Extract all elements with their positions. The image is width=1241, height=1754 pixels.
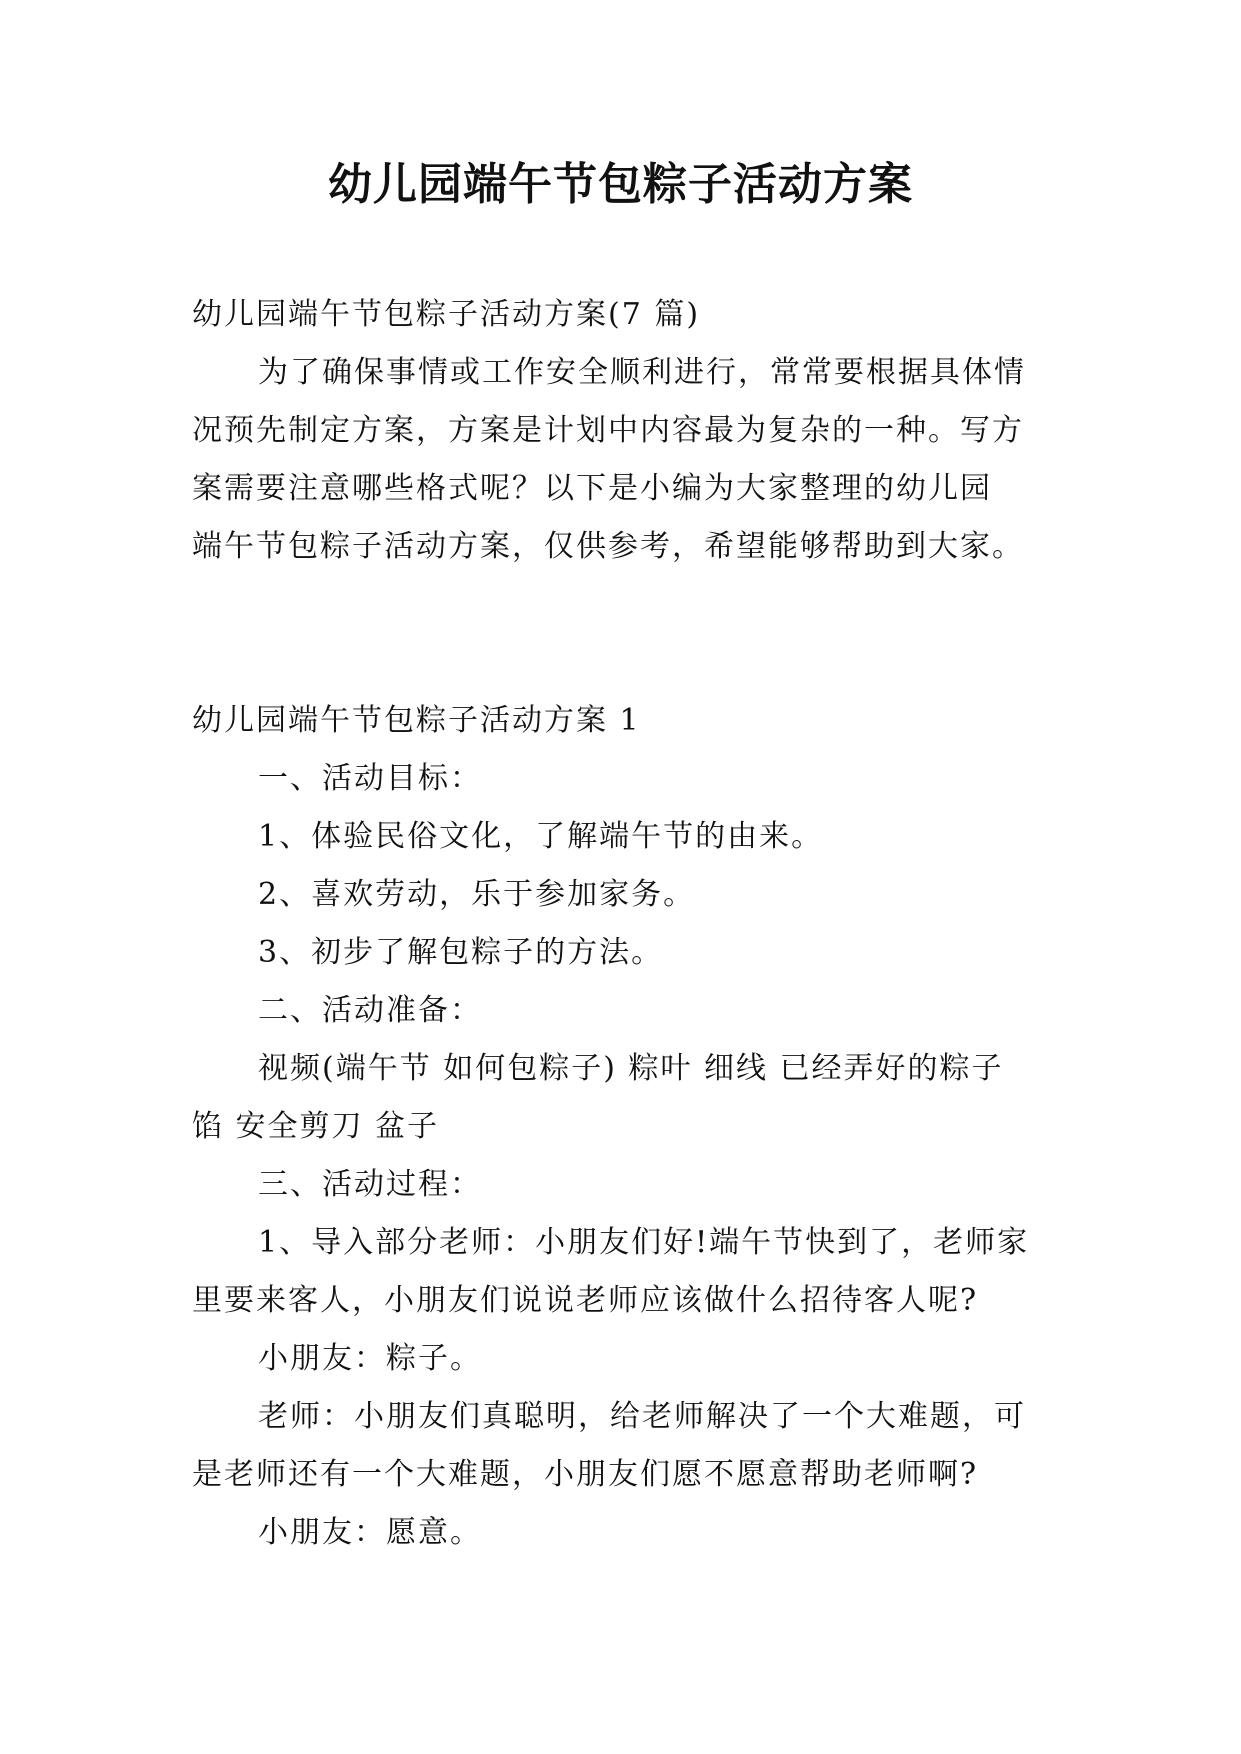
document-body <box>192 286 1072 1562</box>
prep-line: 视频(端午节 如何包粽子) 粽叶 细线 已经弄好的粽子 <box>258 1051 1004 1086</box>
process-line: 1、导入部分老师：小朋友们好!端午节快到了，老师家 <box>258 1225 1030 1260</box>
intro-line: 端午节包粽子活动方案，仅供参考，希望能够帮助到大家。 <box>192 529 1024 564</box>
intro-line: 况预先制定方案，方案是计划中内容最为复杂的一种。写方 <box>192 413 1024 448</box>
process-heading: 三、活动过程： <box>258 1167 482 1202</box>
goal-item: 3、初步了解包粽子的方法。 <box>258 935 664 970</box>
process-line: 老师：小朋友们真聪明，给老师解决了一个大难题，可 <box>258 1399 1026 1434</box>
document-subtitle: 幼儿园端午节包粽子活动方案(7 篇) <box>192 297 701 332</box>
goal-item: 2、喜欢劳动，乐于参加家务。 <box>258 877 696 912</box>
section-heading: 幼儿园端午节包粽子活动方案 1 <box>192 703 641 738</box>
process-line: 里要来客人，小朋友们说说老师应该做什么招待客人呢? <box>192 1283 979 1318</box>
section-spacer <box>192 576 1072 692</box>
process-line: 小朋友：愿意。 <box>258 1515 482 1550</box>
goal-item: 1、体验民俗文化，了解端午节的由来。 <box>258 819 824 854</box>
goals-heading: 一、活动目标： <box>258 761 482 796</box>
intro-line: 案需要注意哪些格式呢？以下是小编为大家整理的幼儿园 <box>192 471 992 506</box>
process-line: 是老师还有一个大难题，小朋友们愿不愿意帮助老师啊? <box>192 1457 979 1492</box>
intro-line: 为了确保事情或工作安全顺利进行，常常要根据具体情 <box>258 355 1026 390</box>
process-line: 小朋友：粽子。 <box>258 1341 482 1376</box>
prep-heading: 二、活动准备： <box>258 993 482 1028</box>
prep-line: 馅 安全剪刀 盆子 <box>192 1109 440 1144</box>
document-title: 幼儿园端午节包粽子活动方案 <box>328 159 913 210</box>
